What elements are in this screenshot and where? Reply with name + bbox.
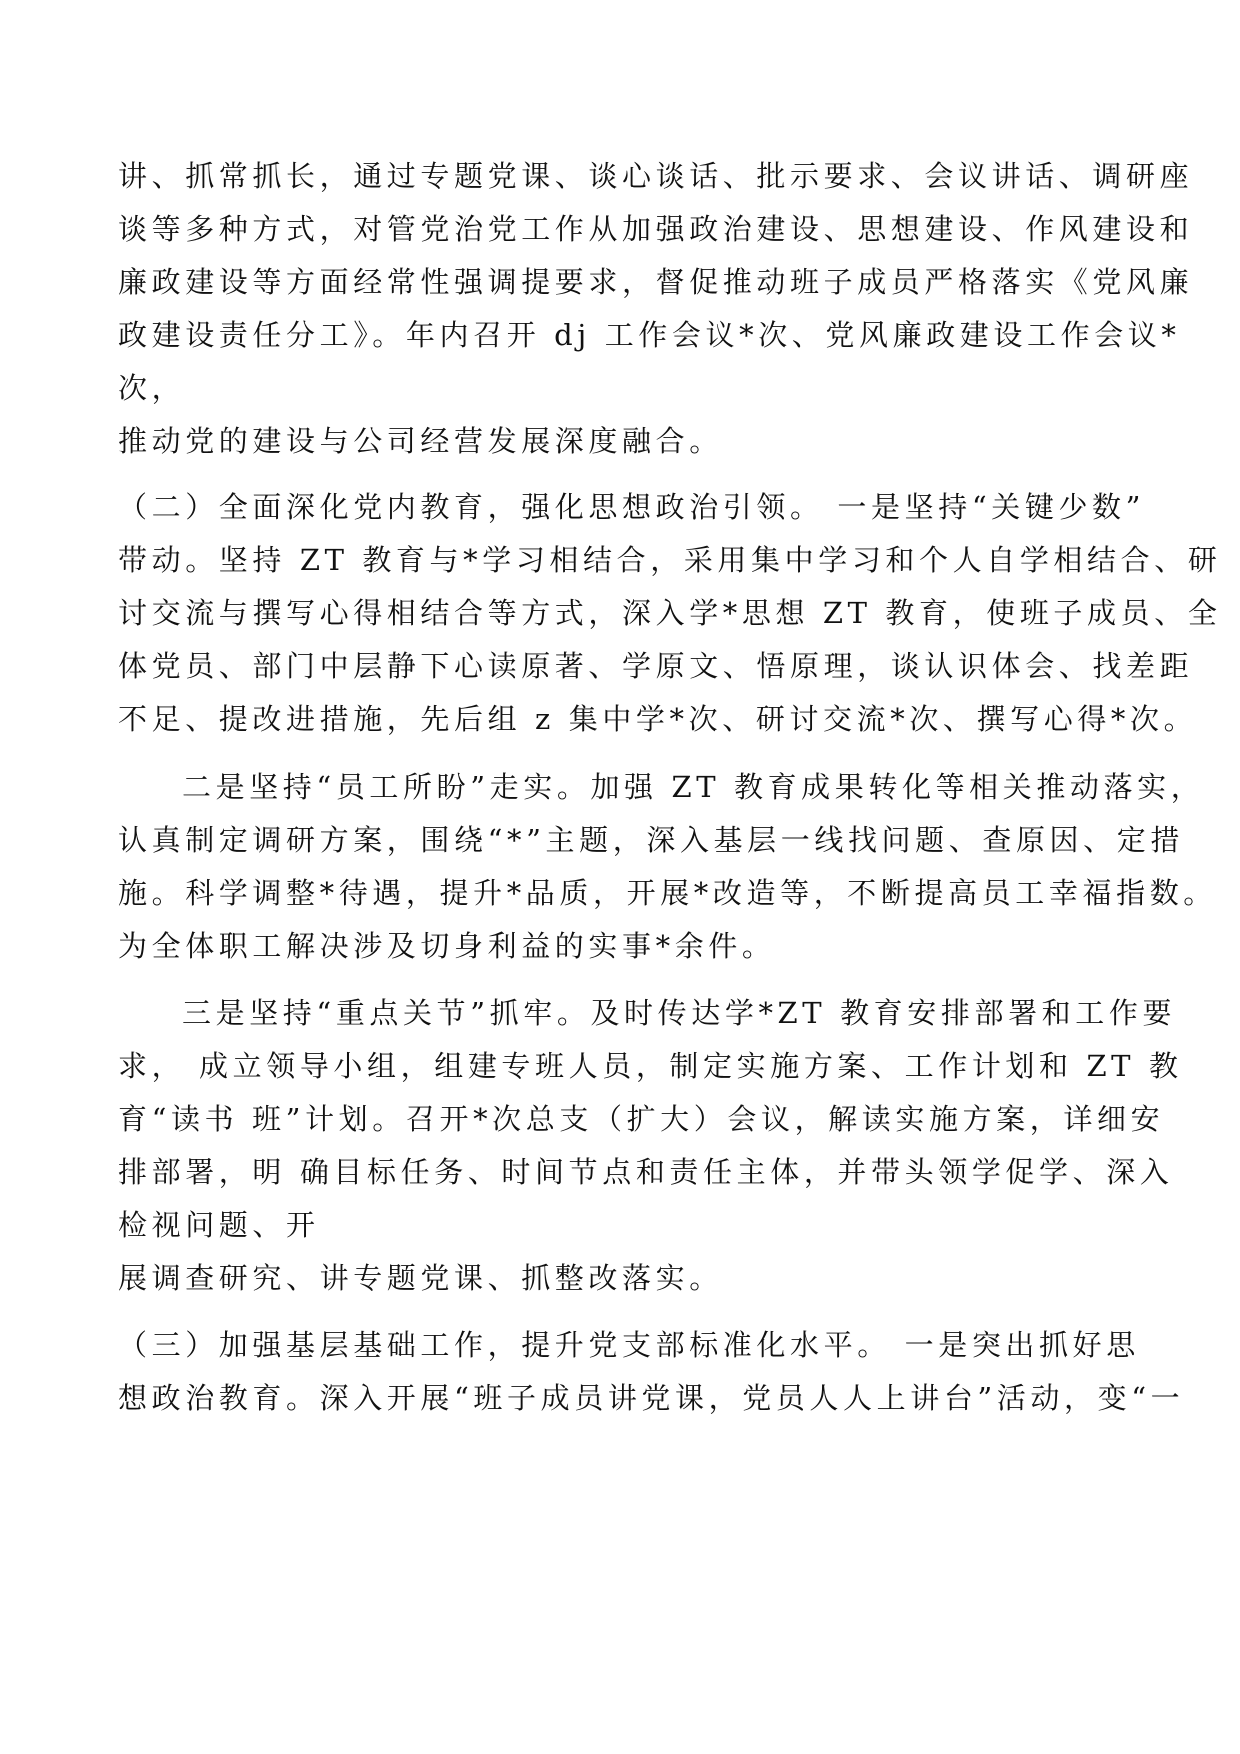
text-line: 带动。坚持 ZT 教育与*学习相结合，采用集中学习和个人自学相结合、研 xyxy=(118,543,1222,577)
text-line: 育“读书 班”计划。召开*次总支（扩大）会议，解读实施方案，详细安 xyxy=(118,1102,1165,1136)
text-line: 谈等多种方式，对管党治党工作从加强政治建设、思想建设、作风建设和 xyxy=(118,212,1194,246)
section-heading-line: （二）全面深化党内教育，强化思想政治引领。 一是坚持“关键少数” xyxy=(118,490,1146,524)
text-line: 讲、抓常抓长，通过专题党课、谈心谈话、批示要求、会议讲话、调研座 xyxy=(118,159,1194,193)
text-line: 政建设责任分工》。年内召开 dj 工作会议*次、党风廉政建设工作会议* xyxy=(118,318,1181,352)
text-line: 为全体职工解决涉及切身利益的实事*余件。 xyxy=(118,929,776,963)
text-line: 施。科学调整*待遇，提升*品质，开展*改造等，不断提高员工幸福指数。 xyxy=(118,876,1217,910)
text-line: 检视问题、开 xyxy=(118,1208,320,1242)
text-line: 认真制定调研方案，围绕“*”主题，深入基层一线找问题、查原因、定措 xyxy=(118,823,1184,857)
text-line: 廉政建设等方面经常性强调提要求，督促推动班子成员严格落实《党风廉 xyxy=(118,265,1194,299)
text-line: 体党员、部门中层静下心读原著、学原文、悟原理，谈认识体会、找差距 xyxy=(118,649,1194,683)
paragraph-start-line: 二是坚持“员工所盼”走实。加强 ZT 教育成果转化等相关推动落实， xyxy=(182,770,1205,804)
text-line: 求， 成立领导小组，组建专班人员，制定实施方案、工作计划和 ZT 教 xyxy=(118,1049,1183,1083)
text-line: 推动党的建设与公司经营发展深度融合。 xyxy=(118,424,723,458)
text-line: 想政治教育。深入开展“班子成员讲党课，党员人人上讲台”活动，变“一 xyxy=(118,1381,1185,1415)
text-line: 讨交流与撰写心得相结合等方式，深入学*思想 ZT 教育，使班子成员、全 xyxy=(118,596,1222,630)
text-line: 展调查研究、讲专题党课、抓整改落实。 xyxy=(118,1261,723,1295)
text-line: 不足、提改进措施，先后组 z 集中学*次、研讨交流*次、撰写心得*次。 xyxy=(118,702,1198,736)
paragraph-start-line: 三是坚持“重点关节”抓牢。及时传达学*ZT 教育安排部署和工作要 xyxy=(182,996,1177,1030)
section-heading-line: （三）加强基层基础工作，提升党支部标准化水平。 一是突出抓好思 xyxy=(118,1328,1140,1362)
text-line: 次， xyxy=(118,371,186,405)
text-line: 排部署，明 确目标任务、时间节点和责任主体，并带头领学促学、深入 xyxy=(118,1155,1174,1189)
